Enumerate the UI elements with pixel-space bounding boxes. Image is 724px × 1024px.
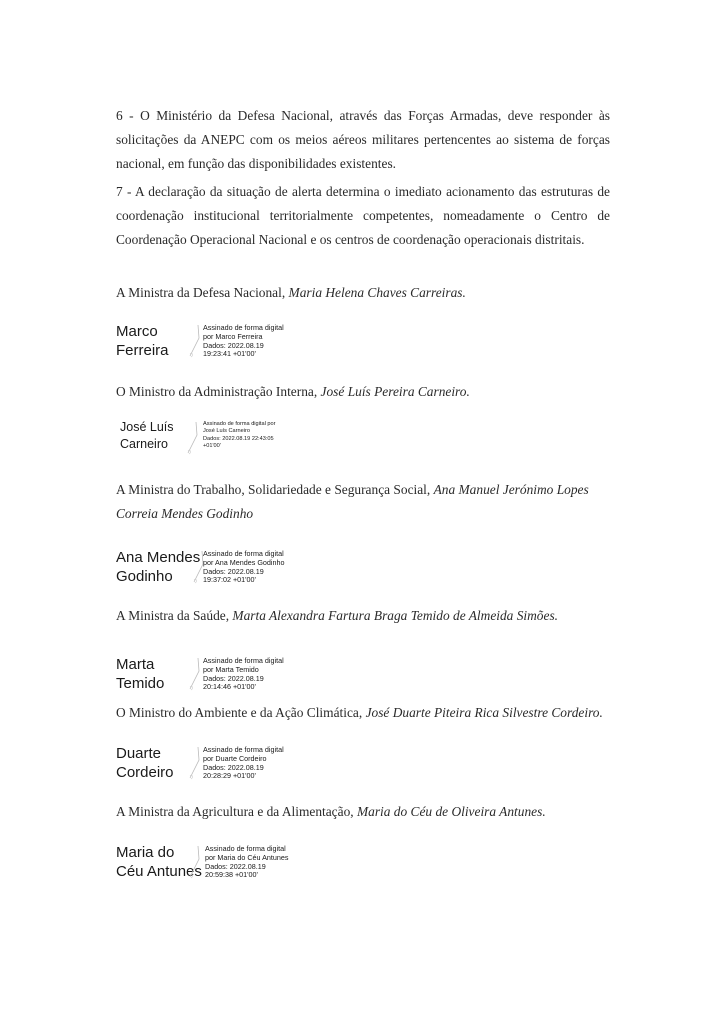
signature-info-line: Dados: 2022.08.19 <box>203 566 264 576</box>
signatory-name: Maria Helena Chaves Carreiras. <box>288 285 466 300</box>
paragraph-6: 6 - O Ministério da Defesa Nacional, através das Forças Armadas, deve responder às solicitações da ANEPC com os meios aéreos militares pertencentes ao sistema de forças nacional, em função das disponibilidades existentes. <box>116 108 610 171</box>
signatory-line <box>116 283 466 303</box>
signatory-role: A Ministra da Saúde, <box>116 608 230 623</box>
signatory-role: A Ministra do Trabalho, Solidariedade e Segurança Social, <box>116 482 431 497</box>
signature-name-line2: Cordeiro <box>116 764 174 781</box>
signature-info-line: por Maria do Céu Antunes <box>205 852 289 862</box>
signature-name-line2: Ferreira <box>116 342 169 359</box>
signature-name-line1: Duarte <box>116 745 162 762</box>
signatory-name: Ana Manuel Jerónimo Lopes Correia Mendes Godinho <box>116 482 589 521</box>
signature-info-line: 20:59:38 +01'00' <box>205 870 258 880</box>
signature-info-line: Assinado de forma digital <box>203 745 284 754</box>
signature-name <box>120 419 174 453</box>
signature-info-line: Dados: 2022.08.19 <box>203 673 264 683</box>
signature-info <box>203 324 284 359</box>
signature-info-line: Dados: 2022.08.19 <box>203 762 264 772</box>
signatory-name: Maria do Céu de Oliveira Antunes. <box>356 804 546 819</box>
signatory-line <box>116 802 546 822</box>
signatory-name: José Duarte Piteira Rica Silvestre Cordeiro. <box>365 705 603 720</box>
signature-info-line: Assinado de forma digital por <box>203 421 276 427</box>
signature-info-line: Assinado de forma digital <box>205 844 286 853</box>
signature-info-line: por Marta Temido <box>203 664 259 674</box>
signature-name-line1: Marco <box>116 323 158 340</box>
signature-info-line: Dados: 2022.08.19 <box>203 340 264 350</box>
signatory-line <box>116 478 610 526</box>
signatory-line <box>116 382 470 402</box>
signatory-role: A Ministra da Defesa Nacional, <box>116 285 286 300</box>
signature-info-line: Assinado de forma digital <box>203 323 284 332</box>
signature-info-line: 19:23:41 +01'00' <box>203 349 256 359</box>
signature-info-line: 19:37:02 +01'00' <box>203 575 256 585</box>
signature-name-line2: Godinho <box>116 568 173 585</box>
signature-info <box>203 657 284 692</box>
signature-info-line: Dados: 2022.08.19 22:43:05 <box>203 435 274 442</box>
signature-name-line2: Temido <box>116 675 165 692</box>
signature-name <box>116 548 200 586</box>
signature-name <box>116 655 164 693</box>
signature-info-line: 20:28:29 +01'00' <box>203 771 256 781</box>
signature-name-line1: Ana Mendes <box>116 549 201 566</box>
signature-info-line: 20:14:46 +01'00' <box>203 682 256 692</box>
signatory-role: A Ministra da Agricultura e da Alimentação, <box>116 804 354 819</box>
signature-name <box>116 744 174 782</box>
signature-name-line2: Céu Antunes <box>116 863 202 880</box>
paragraph-7: 7 - A declaração da situação de alerta determina o imediato acionamento das estruturas de coordenação institucional territorialmente competentes, nomeadamente o Centro de Coordenação Operacional Nacional e os centros de coordenação operacionais distritais. <box>116 184 610 247</box>
signature-info-line: +01'00' <box>203 443 221 450</box>
signatory-line <box>116 606 558 626</box>
signature-info-line: Dados: 2022.08.19 <box>205 861 266 871</box>
signature-info <box>203 746 284 781</box>
signatory-name: José Luís Pereira Carneiro. <box>320 384 470 399</box>
signatory-role: O Ministro da Administração Interna, <box>116 384 318 399</box>
signatory-name: Marta Alexandra Fartura Braga Temido de Almeida Simões. <box>232 608 559 623</box>
signature-name <box>116 322 169 360</box>
signature-info-line: Assinado de forma digital <box>203 656 284 665</box>
signature-name-line1: José Luís <box>120 420 174 434</box>
signature-info <box>203 550 285 585</box>
signature-info-line: por Duarte Cordeiro <box>203 753 267 763</box>
signature-name-line1: Maria do <box>116 844 175 861</box>
signature-info-line: por Marco Ferreira <box>203 331 263 341</box>
signature-name-line1: Marta <box>116 656 155 673</box>
signature-info-line: Assinado de forma digital <box>203 549 284 558</box>
signature-info <box>203 421 275 451</box>
signatory-line <box>116 703 603 723</box>
signature-name-line2: Carneiro <box>120 437 168 451</box>
signature-info-line: José Luís Carneiro <box>203 428 250 435</box>
signatory-role: O Ministro do Ambiente e da Ação Climática, <box>116 705 363 720</box>
signature-info <box>205 845 289 880</box>
signature-info-line: por Ana Mendes Godinho <box>203 557 285 567</box>
